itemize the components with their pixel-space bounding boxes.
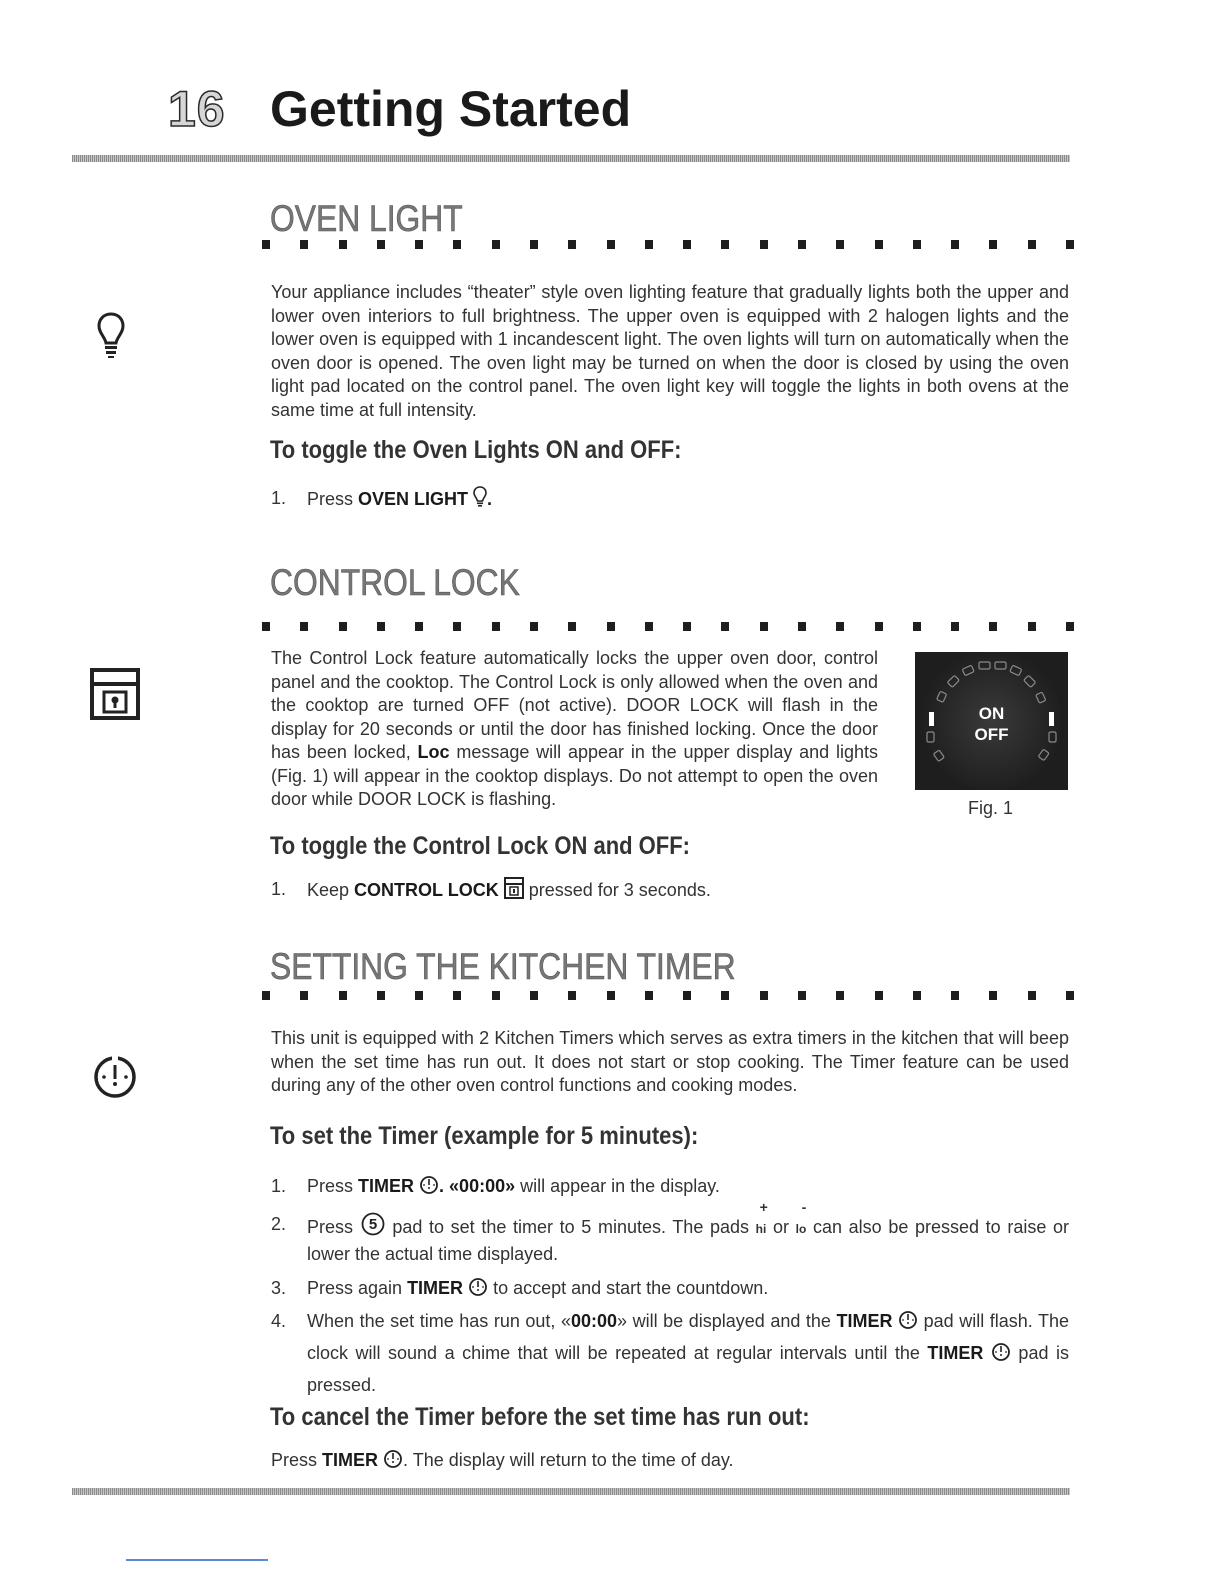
timer-key: TIMER <box>322 1450 379 1470</box>
lightbulb-icon <box>97 312 125 365</box>
timer-step-1: 1. Press TIMER . «00:00» will appear in the display. <box>271 1174 1069 1200</box>
set-timer-subtitle: To set the Timer (example for 5 minutes): <box>270 1122 699 1150</box>
oven-light-step-1: 1. Press OVEN LIGHT . <box>271 486 1069 512</box>
oven-light-description: Your appliance includes “theater” style oven lighting feature that gradually lights both the upper and lower oven interiors to full brightness. The upper oven is equipped with 2 halogen lights and the lower oven is equipped with 1 incandescent light. The oven lights will turn on automatically when the oven door is opened. The oven light may be turned on when the door is closed by using the oven light pad located on the control panel. The oven light key will toggle the lights in both ovens at the same time at full intensity. <box>271 282 1069 420</box>
timer-icon <box>419 1175 439 1201</box>
figure-on-label: ON <box>978 704 1005 723</box>
timer-step-2: 2. Press 5 pad to set the timer to 5 minutes. The pads + hi or - lo can also be pressed to raise or lower the actual time displayed. <box>271 1199 1070 1264</box>
footer-divider <box>72 1488 1070 1495</box>
oven-light-key: OVEN LIGHT <box>358 489 469 509</box>
lock-icon <box>504 877 524 905</box>
kitchen-timer-title: SETTING THE KITCHEN TIMER <box>270 946 736 987</box>
kitchen-timer-description: This unit is equipped with 2 Kitchen Timers which serves as extra timers in the kitchen that will beep when the set time has run out. It does not start or stop cooking. The Timer feature can be used during any of the other oven control functions and cooking modes. <box>271 1028 1069 1095</box>
timer-step-3: 3. Press again TIMER to accept and start the countdown. <box>271 1276 1069 1302</box>
figure-off-label: OFF <box>974 725 1009 744</box>
header-divider <box>72 155 1070 162</box>
page-number: 16 <box>168 81 226 137</box>
timer-icon <box>898 1310 918 1339</box>
timer-icon <box>468 1277 488 1303</box>
control-lock-title: CONTROL LOCK <box>270 562 520 603</box>
figure-caption: Fig. 1 <box>968 798 1014 818</box>
timer-display-value: «00:00» <box>449 1176 516 1196</box>
oven-light-dots-divider <box>262 240 1074 252</box>
lo-pad: lo <box>795 1222 807 1236</box>
loc-message: Loc <box>417 742 450 762</box>
control-lock-description: The Control Lock feature automatically locks the upper oven door, control panel and the cooktop. The Control Lock is only allowed when the oven and the cooktop are turned OFF (not active). DOOR LOCK will flash in the display for 20 seconds or until the door has finished locking. Once the door has been locked, Loc message will appear in the upper display and lights (Fig. 1) will appear in the cooktop displays. Do not attempt to open the oven door while DOOR LOCK is flashing. <box>271 648 878 809</box>
footer-accent-line <box>126 1559 268 1561</box>
pad-five-number: 5 <box>368 1216 377 1233</box>
timer-key: TIMER <box>927 1343 984 1363</box>
timer-key: TIMER <box>836 1311 893 1331</box>
timer-icon <box>991 1342 1011 1371</box>
cancel-timer-subtitle: To cancel the Timer before the set time has run out: <box>270 1403 810 1431</box>
control-lock-dots-divider <box>262 622 1074 634</box>
timer-display-value: 00:00 <box>571 1311 618 1331</box>
timer-icon <box>91 1053 139 1104</box>
timer-icon <box>383 1449 403 1475</box>
lightbulb-icon <box>473 486 487 514</box>
lock-icon <box>90 668 140 725</box>
oven-light-title: OVEN LIGHT <box>270 198 463 239</box>
control-lock-key: CONTROL LOCK <box>354 880 499 900</box>
page-title: Getting Started <box>270 81 632 137</box>
timer-key: TIMER <box>407 1278 464 1298</box>
hi-pad: hi <box>755 1222 767 1236</box>
cooktop-display-figure <box>915 652 1068 790</box>
timer-key: TIMER <box>358 1176 415 1196</box>
control-lock-subtitle: To toggle the Control Lock ON and OFF: <box>270 832 691 860</box>
five-pad-icon <box>360 1212 386 1242</box>
oven-light-subtitle: To toggle the Oven Lights ON and OFF: <box>270 436 682 464</box>
cancel-timer-instruction: Press TIMER . The display will return to the time of day. <box>271 1448 1069 1474</box>
timer-step-4: 4. When the set time has run out, «00:00» will be displayed and the TIMER pad will flash. The clock will sound a chime that will be repeated at regular intervals until the TIMER pad is pressed. <box>271 1311 1070 1395</box>
kitchen-timer-dots-divider <box>262 991 1074 1003</box>
control-lock-step-1: 1. Keep CONTROL LOCK pressed for 3 seconds. <box>271 877 1069 903</box>
